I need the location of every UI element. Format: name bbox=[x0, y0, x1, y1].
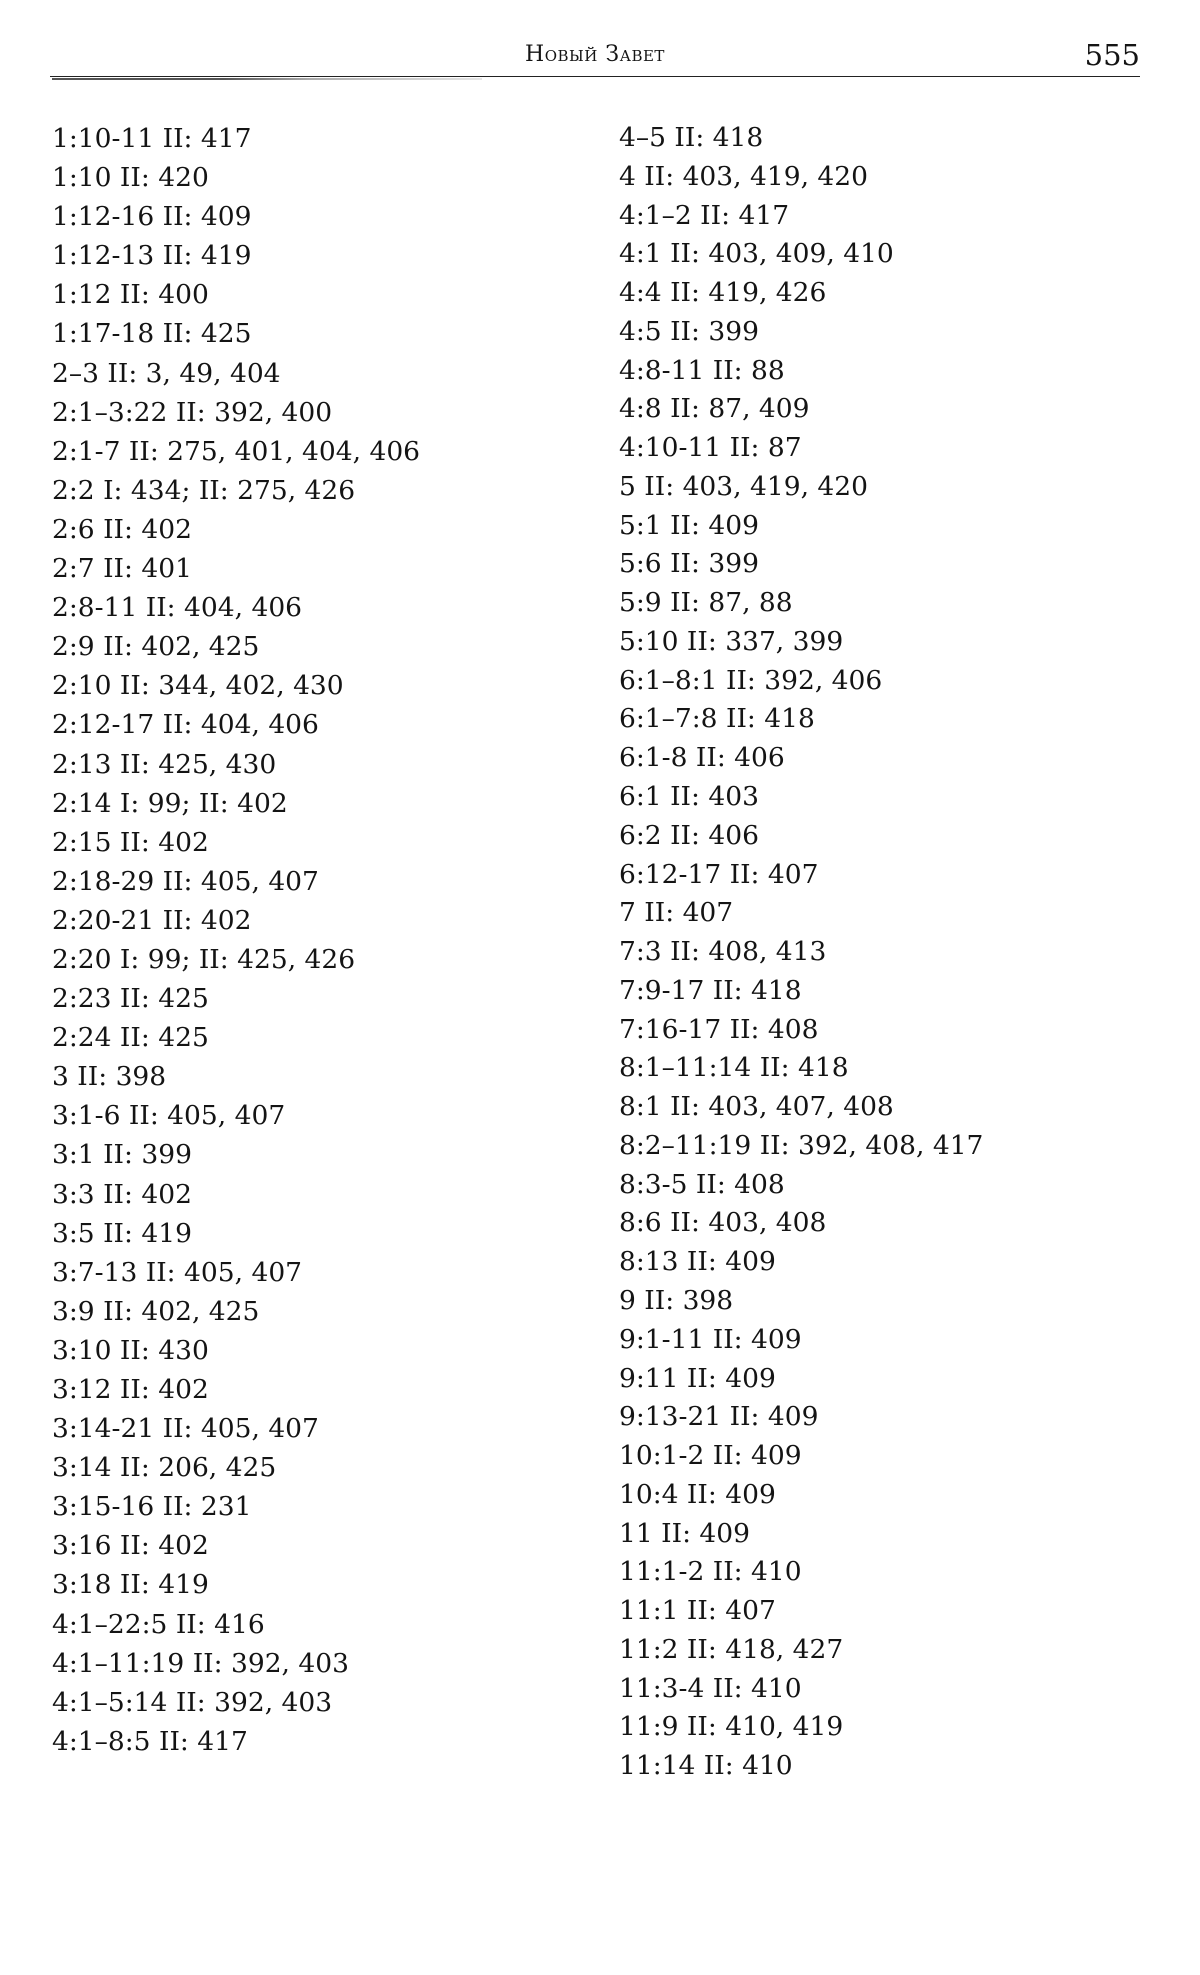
index-entry: 9:11 II: 409 bbox=[619, 1362, 776, 1394]
index-entry: 2–3 II: 3, 49, 404 bbox=[52, 357, 281, 389]
index-entry: 11:2 II: 418, 427 bbox=[619, 1633, 844, 1665]
index-entry: 6:1-8 II: 406 bbox=[619, 742, 785, 774]
index-entry: 2:1-7 II: 275, 401, 404, 406 bbox=[52, 435, 421, 467]
index-entry: 5 II: 403, 419, 420 bbox=[619, 470, 869, 502]
index-entry: 2:8-11 II: 404, 406 bbox=[52, 592, 303, 624]
index-entry: 4–5 II: 418 bbox=[619, 122, 764, 153]
index-entry: 2:15 II: 402 bbox=[52, 826, 209, 858]
index-entry: 6:12-17 II: 407 bbox=[619, 858, 819, 890]
running-title: Новый Завет bbox=[525, 42, 665, 67]
index-entry: 1:12-16 II: 409 bbox=[52, 201, 252, 233]
index-entry: 4:10-11 II: 87 bbox=[619, 432, 802, 464]
index-entry: 5:6 II: 399 bbox=[619, 548, 759, 580]
index-entry: 11:14 II: 410 bbox=[619, 1750, 793, 1782]
index-entry: 3:18 II: 419 bbox=[52, 1569, 209, 1601]
index-entry: 2:13 II: 425, 430 bbox=[52, 748, 277, 780]
index-entry: 3:5 II: 419 bbox=[52, 1217, 192, 1249]
index-entry: 2:23 II: 425 bbox=[52, 983, 209, 1015]
index-entry: 8:3-5 II: 408 bbox=[619, 1168, 785, 1200]
index-entry: 1:12 II: 400 bbox=[52, 279, 209, 311]
index-entry: 3 II: 398 bbox=[52, 1061, 167, 1093]
index-entry: 2:14 I: 99; II: 402 bbox=[52, 787, 288, 819]
index-entry: 2:1–3:22 II: 392, 400 bbox=[52, 396, 333, 428]
index-entry: 10:1-2 II: 409 bbox=[619, 1440, 802, 1472]
index-entry: 1:12-13 II: 419 bbox=[52, 240, 252, 272]
index-entry: 8:1 II: 403, 407, 408 bbox=[619, 1091, 894, 1123]
index-entry: 11:1 II: 407 bbox=[619, 1595, 776, 1627]
index-entry: 5:9 II: 87, 88 bbox=[619, 587, 793, 619]
index-entry: 2:7 II: 401 bbox=[52, 553, 192, 585]
index-entry: 3:16 II: 402 bbox=[52, 1530, 209, 1562]
index-entry: 4:5 II: 399 bbox=[619, 315, 759, 347]
running-header bbox=[50, 38, 1140, 78]
index-entry: 7:9-17 II: 418 bbox=[619, 974, 802, 1006]
index-entry: 4:8-11 II: 88 bbox=[619, 354, 785, 386]
index-entry: 4:1–11:19 II: 392, 403 bbox=[52, 1647, 349, 1679]
index-entry: 6:1–8:1 II: 392, 406 bbox=[619, 664, 883, 696]
index-entry: 3:15-16 II: 231 bbox=[52, 1491, 252, 1523]
index-entry: 2:18-29 II: 405, 407 bbox=[52, 865, 319, 897]
index-entry: 2:20-21 II: 402 bbox=[52, 904, 252, 936]
index-entry: 3:12 II: 402 bbox=[52, 1374, 209, 1405]
index-entry: 3:7-13 II: 405, 407 bbox=[52, 1256, 303, 1288]
index-entry: 7:16-17 II: 408 bbox=[619, 1013, 819, 1045]
index-entry: 3:10 II: 430 bbox=[52, 1334, 209, 1366]
index-entry: 6:2 II: 406 bbox=[619, 819, 759, 851]
index-entry: 2:10 II: 344, 402, 430 bbox=[52, 670, 344, 702]
index-column-left bbox=[52, 119, 612, 1761]
index-entry: 4:1–8:5 II: 417 bbox=[52, 1725, 248, 1757]
index-entry: 2:20 I: 99; II: 425, 426 bbox=[52, 943, 356, 975]
index-entry: 7 II: 407 bbox=[619, 897, 734, 929]
page-number: 555 bbox=[1084, 38, 1140, 72]
header-rule-smudge bbox=[52, 78, 482, 80]
index-entry: 4:1 II: 403, 409, 410 bbox=[619, 238, 894, 270]
index-entry: 1:10-11 II: 417 bbox=[52, 123, 252, 154]
index-entry: 3:1 II: 399 bbox=[52, 1139, 192, 1171]
index-entry: 4:1–5:14 II: 392, 403 bbox=[52, 1686, 333, 1718]
index-entry: 9:13-21 II: 409 bbox=[619, 1401, 819, 1433]
index-entry: 8:1–11:14 II: 418 bbox=[619, 1052, 849, 1084]
index-entry: 1:10 II: 420 bbox=[52, 162, 209, 194]
index-entry: 2:6 II: 402 bbox=[52, 513, 192, 545]
index-entry: 6:1–7:8 II: 418 bbox=[619, 703, 815, 735]
index-entry: 3:3 II: 402 bbox=[52, 1178, 192, 1210]
index-entry: 2:24 II: 425 bbox=[52, 1022, 209, 1054]
index-entry: 3:14 II: 206, 425 bbox=[52, 1452, 277, 1484]
index-entry: 11:1-2 II: 410 bbox=[619, 1556, 802, 1588]
index-entry: 8:2–11:19 II: 392, 408, 417 bbox=[619, 1129, 984, 1161]
index-entry: 4 II: 403, 419, 420 bbox=[619, 160, 869, 192]
index-entry: 1:17-18 II: 425 bbox=[52, 318, 252, 350]
index-entry: 5:1 II: 409 bbox=[619, 509, 759, 541]
index-entry: 10:4 II: 409 bbox=[619, 1478, 776, 1510]
index-entry: 5:10 II: 337, 399 bbox=[619, 625, 844, 657]
index-entry: 7:3 II: 408, 413 bbox=[619, 936, 827, 968]
index-entry: 6:1 II: 403 bbox=[619, 781, 759, 813]
index-entry: 2:12-17 II: 404, 406 bbox=[52, 709, 319, 741]
header-rule bbox=[50, 76, 1140, 77]
index-entry: 8:13 II: 409 bbox=[619, 1246, 776, 1278]
index-entry: 3:1-6 II: 405, 407 bbox=[52, 1100, 286, 1132]
index-entry: 2:9 II: 402, 425 bbox=[52, 631, 260, 663]
index-entry: 4:8 II: 87, 409 bbox=[619, 393, 810, 425]
index-entry: 11 II: 409 bbox=[619, 1517, 751, 1549]
index-entry: 2:2 I: 434; II: 275, 426 bbox=[52, 474, 356, 506]
index-entry: 3:14-21 II: 405, 407 bbox=[52, 1413, 319, 1445]
index-entry: 9:1-11 II: 409 bbox=[619, 1323, 802, 1355]
index-entry: 11:3-4 II: 410 bbox=[619, 1672, 802, 1704]
index-entry: 11:9 II: 410, 419 bbox=[619, 1711, 844, 1743]
index-entry: 4:1–2 II: 417 bbox=[619, 199, 790, 231]
index-entry: 4:1–22:5 II: 416 bbox=[52, 1608, 265, 1640]
index-entry: 9 II: 398 bbox=[619, 1284, 734, 1316]
index-entry: 3:9 II: 402, 425 bbox=[52, 1295, 260, 1327]
index-entry: 8:6 II: 403, 408 bbox=[619, 1207, 827, 1239]
index-entry: 4:4 II: 419, 426 bbox=[619, 277, 827, 309]
index-column-right bbox=[619, 119, 1179, 1786]
